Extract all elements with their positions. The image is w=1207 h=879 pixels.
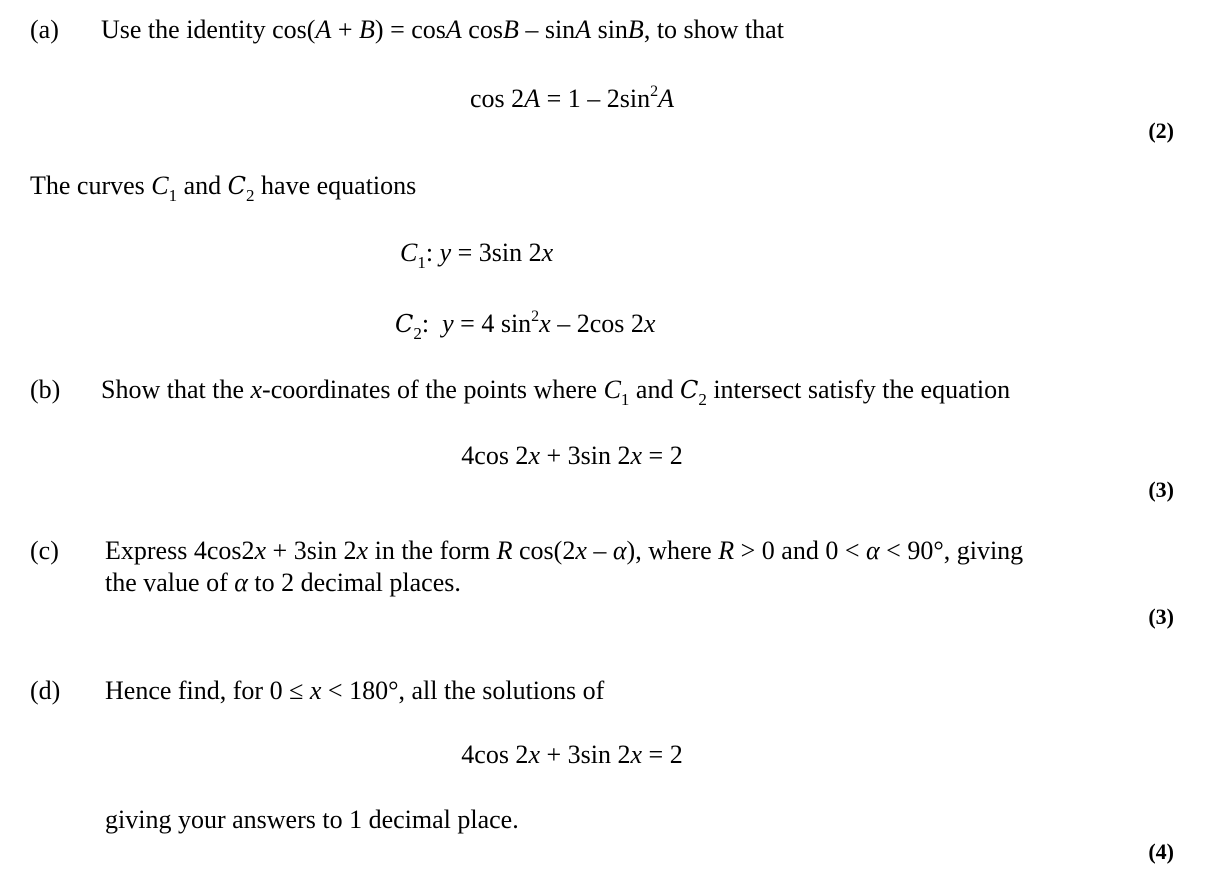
part-c-label: (c) — [30, 536, 59, 565]
part-a-equation: $\cos 2A = 1 - 2\sin^2A$ — [470, 83, 674, 113]
part-b-marks: (3) — [1148, 477, 1174, 502]
part-b-equation: 4cos 2x + 3sin 2x = 2 — [461, 441, 683, 470]
part-c-line2: the value of α to 2 decimal places. — [105, 568, 461, 597]
part-d-intro: Hence find, for 0 ≤ x < 180°, all the solutions of — [105, 676, 605, 705]
part-d-marks: (4) — [1148, 839, 1174, 864]
curves-intro: The curves $C_1$ and $C_2$ have equations — [30, 171, 417, 205]
part-a-label: (a) — [30, 15, 59, 44]
part-b-intro: Show that the x-coordinates of the points where $C_1$ and $C_2$ intersect satisfy the equation — [101, 375, 1011, 409]
part-c-marks: (3) — [1148, 604, 1174, 629]
part-d-equation: 4cos 2x + 3sin 2x = 2 — [461, 740, 683, 769]
part-b-label: (b) — [30, 375, 61, 404]
part-c-line1: Express 4cos2x + 3sin 2x in the form R cos(2x – α), where R > 0 and 0 < α < 90°, giving — [105, 536, 1024, 565]
part-d-outro: giving your answers to 1 decimal place. — [105, 805, 519, 834]
curve-c2-equation: $C_2$: y = 4 $\sin^2x - 2\cos$ 2x — [395, 308, 656, 343]
part-a-intro: Use the identity cos(A + B) = cosA cosB – sinA sinB, to show that — [101, 15, 784, 44]
curve-c1-equation: $C_1$: y = 3sin 2x — [400, 238, 554, 272]
part-a-marks: (2) — [1148, 118, 1174, 143]
part-d-label: (d) — [30, 676, 61, 705]
